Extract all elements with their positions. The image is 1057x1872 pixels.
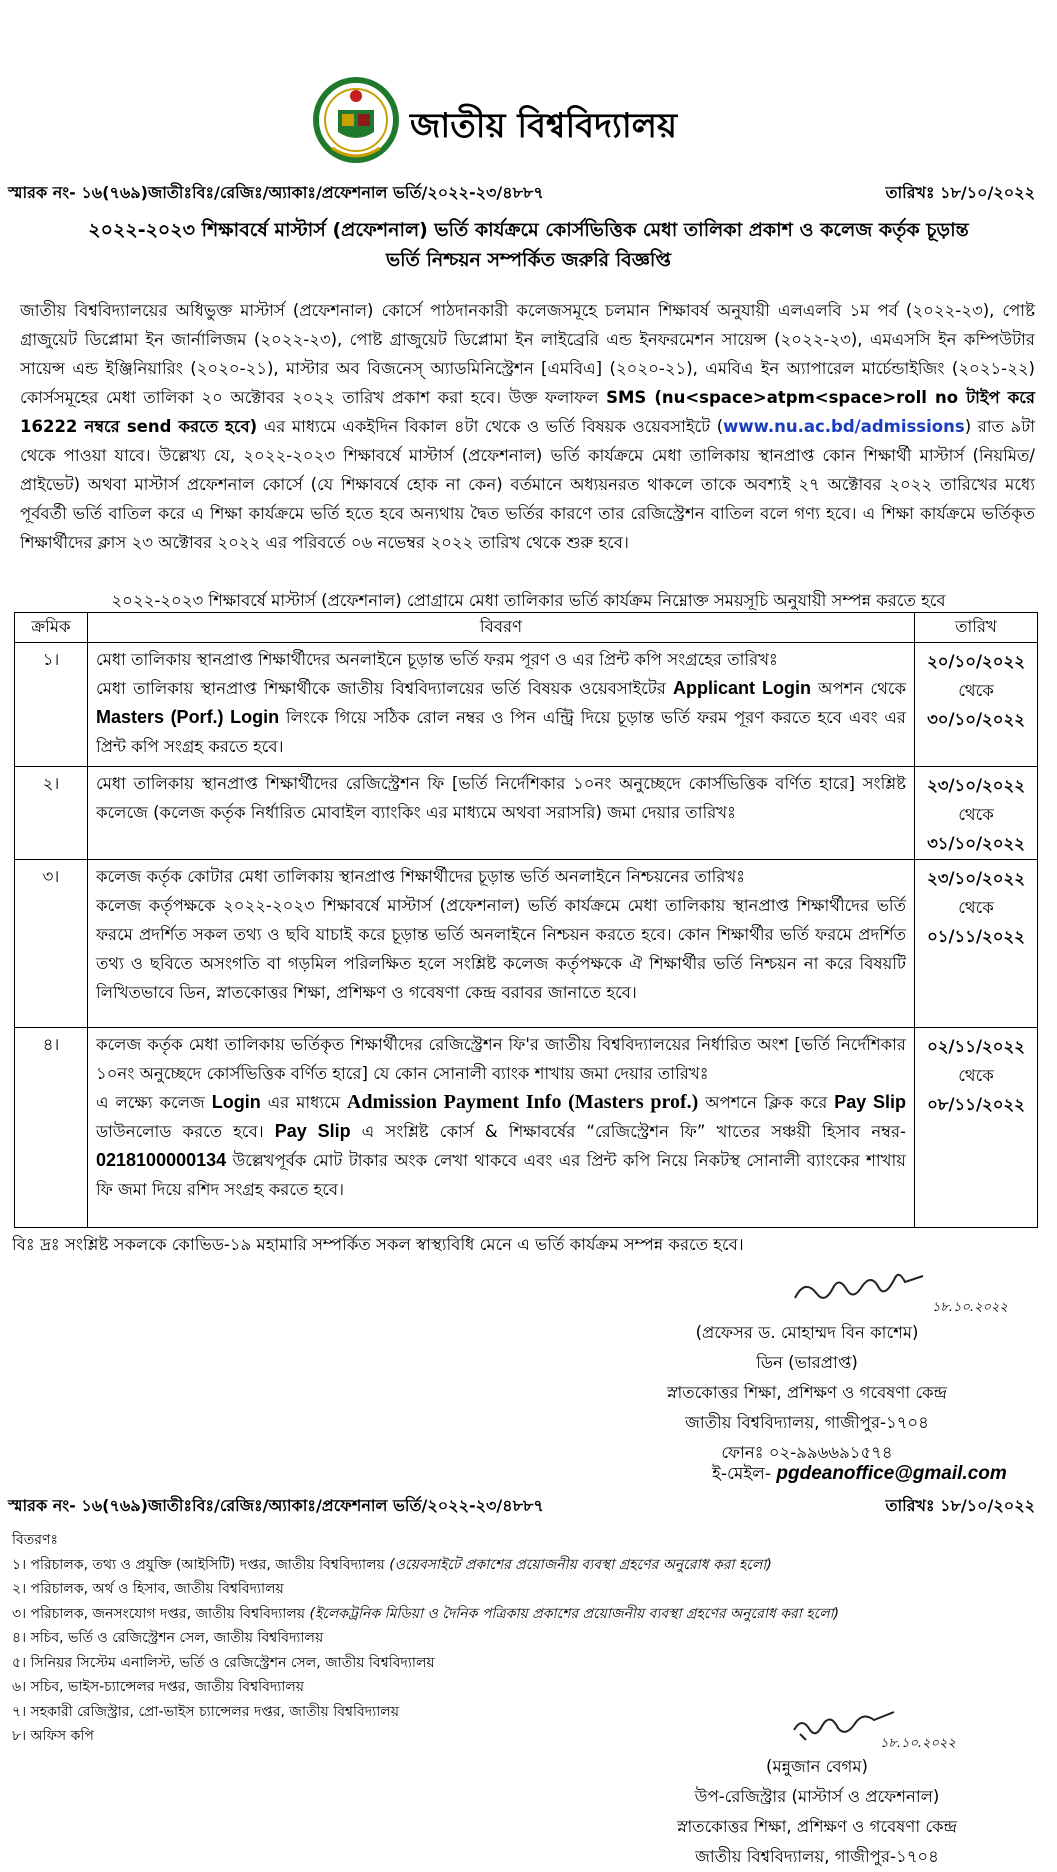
list-item: ১। পরিচালক, তথ্য ও প্রযুক্তি (আইসিটি) দপ্তর, জাতীয় বিশ্ববিদ্যালয় (ওয়েবসাইটে প্রকাশের প্রয়োজনীয় ব্যবস্থা গ্রহণের অনুরোধ করা হলো) [12,1556,772,1573]
row-description [88,1028,915,1228]
list-item: ৫। সিনিয়র সিস্টেম এনালিস্ট, ভর্তি ও রেজিস্ট্রেশন সেল, জাতীয় বিশ্ববিদ্যালয় [12,1654,435,1671]
distribution-heading: বিতরণঃ [12,1532,58,1548]
header-serial: ক্রমিক [15,613,88,643]
admission-website-link[interactable]: www.nu.ac.bd/admissions [723,417,965,436]
signature-2-date: ১৮.১০.২০২২ [880,1736,956,1751]
notice-title [20,215,1037,275]
row-title: কলেজ কর্তৃক মেধা তালিকায় ভর্তিকৃত শিক্ষার্থীদের রেজিস্ট্রেশন ফি'র জাতীয় বিশ্ববিদ্যালয়ের নির্ধারিত অংশ [ভর্তি নির্দেশিকার ১০নং অনুচ্ছেদে কোর্সভিত্তিক বর্ণিত হারে] যে কোন সোনালী ব্যাংক শাখায় জমা দেয়ার তারিখঃ [96,1035,906,1083]
row-title: মেধা তালিকায় স্থানপ্রাপ্ত শিক্ষার্থীদের অনলাইনে চূড়ান্ত ভর্তি ফরম পূরণ ও এর প্রিন্ট কপি সংগ্রহের তারিখঃ [96,650,778,669]
list-item: ৩। পরিচালক, জনসংযোগ দপ্তর, জাতীয় বিশ্ববিদ্যালয় (ইলেকট্রনিক মিডিয়া ও দৈনিক পত্রিকায় প্রকাশের প্রয়োজনীয় ব্যবস্থা গ্রহণের অনুরোধ করা হলো) [12,1605,840,1622]
row-description [88,860,915,1028]
footer-memo-number: স্মারক নং- ১৬(৭৬৯)জাতীঃবিঃ/রেজিঃ/অ্যাকাঃ/প্রফেশনাল ভর্তি/২০২২-২৩/৪৮৮৭ [8,1496,544,1515]
distribution-list [12,1528,839,1749]
covid-note: বিঃ দ্রঃ সংশ্লিষ্ট সকলকে কোভিড-১৯ মহামারি সম্পর্কিত সকল স্বাস্থ্যবিধি মেনে এ ভর্তি কার্যক্রম সম্পন্ন করতে হবে। [12,1235,744,1254]
signatory-1-office: স্নাতকোত্তর শিক্ষা, প্রশিক্ষণ ও গবেষণা কেন্দ্র [667,1383,947,1402]
signatory-2-name: (মন্নুজান বেগম) [766,1757,868,1776]
body-text-1: জাতীয় বিশ্ববিদ্যালয়ের অধিভুক্ত মাস্টার্স (প্রফেশনাল) কোর্সে পাঠদানকারী কলেজসমূহে চলমান শিক্ষাবর্ষ অনুযায়ী এলএলবি ১ম পর্ব (২০২২-২৩), পোষ্ট গ্রাজুয়েট ডিপ্লোমা ইন জার্নালিজম (২০২২-২৩), পোষ্ট গ্রাজুয়েট ডিপ্লোমা ইন লাইব্রেরি এন্ড ইনফরমেশন সায়েন্স (২০২২-২৩), এমএসসি ইন কম্পিউটার সায়েন্স এন্ড ইঞ্জিনিয়ারিং (২০২০-২১), মাস্টার অব বিজনেস্ অ্যাডমিনিস্ট্রেশন [এমবিএ] (২০২০-২১), এমবিএ ইন অ্যাপারেল মার্চেন্ডাইজিং (২০২১-২২) কোর্সসমূহের মেধা তালিকা ২০ অক্টোবর ২০২২ তারিখ প্রকাশ করা হবে। উক্ত ফলাফল [20,301,1035,407]
row-serial: ১। [15,643,88,767]
table-row [15,767,1038,860]
row-serial: ৪। [15,1028,88,1228]
list-item: ২। পরিচালক, অর্থ ও হিসাব, জাতীয় বিশ্ববিদ্যালয় [12,1581,284,1597]
signatory-2-address: জাতীয় বিশ্ববিদ্যালয়, গাজীপুর-১৭০৪ [695,1847,939,1866]
signatory-1-block [597,1318,1017,1468]
notice-title-line1: ২০২২-২০২৩ শিক্ষাবর্ষে মাস্টার্স (প্রফেশনাল) ভর্তি কার্যক্রমে কোর্সভিত্তিক মেধা তালিকা প্রকাশ ও কলেজ কর্তৃক চূড়ান্ত [88,219,969,241]
row-serial: ৩। [15,860,88,1028]
signatory-1-address: জাতীয় বিশ্ববিদ্যালয়, গাজীপুর-১৭০৪ [685,1413,929,1432]
footer-memo-date: তারিখঃ ১৮/১০/২০২২ [885,1496,1035,1515]
signatory-1-designation: ডিন (ভারপ্রাপ্ত) [756,1353,858,1372]
memo-date: তারিখঃ ১৮/১০/২০২২ [885,183,1035,202]
row-description [88,643,915,767]
signatory-2-designation: উপ-রেজিস্ট্রার (মাস্টার্স ও প্রফেশনাল) [694,1787,940,1806]
row-date: ২৩/১০/২০২২ থেকে ০১/১১/২০২২ [915,860,1038,1028]
university-logo [312,70,400,172]
memo-number: স্মারক নং- ১৬(৭৬৯)জাতীঃবিঃ/রেজিঃ/অ্যাকাঃ/প্রফেশনাল ভর্তি/২০২২-২৩/৪৮৮৭ [8,183,544,202]
signatory-1-email: ই-মেইল- pgdeanoffice@gmail.com [712,1463,1007,1484]
row-serial: ২। [15,767,88,860]
notice-title-line2: ভর্তি নিশ্চয়ন সম্পর্কিত জরুরি বিজ্ঞপ্তি [386,249,671,271]
list-item: ৭। সহকারী রেজিস্ট্রার, প্রো-ভাইস চ্যান্সেলর দপ্তর, জাতীয় বিশ্ববিদ্যালয় [12,1703,399,1720]
table-row [15,860,1038,1028]
list-item: ৪। সচিব, ভর্তি ও রেজিস্ট্রেশন সেল, জাতীয় বিশ্ববিদ্যালয় [12,1630,324,1646]
table-header-row [15,613,1038,643]
table-row [15,643,1038,767]
list-item: ৬। সচিব, ভাইস-চ্যান্সেলর দপ্তর, জাতীয় বিশ্ববিদ্যালয় [12,1679,305,1695]
row-detail: কলেজ কর্তৃপক্ষকে ২০২২-২০২৩ শিক্ষাবর্ষে মাস্টার্স (প্রফেশনাল) ভর্তি কার্যক্রমে মেধা তালিকায় স্থানপ্রাপ্ত শিক্ষার্থীদের ভর্তি ফরমে প্রদর্শিত সকল তথ্য ও ছবি যাচাই করে চূড়ান্ত ভর্তি অনলাইনে নিশ্চয়ন করতে হবে। কোন শিক্ষার্থীর ভর্তি ফরমে প্রদর্শিত তথ্য ও ছবিতে অসংগতি বা গড়মিল পরিলক্ষিত হলে সংশ্লিষ্ট কলেজ কর্তৃপক্ষকে ঐ শিক্ষার্থীর ভর্তি নিশ্চয়ন না করে বিষয়টি লিখিতভাবে ডিন, স্নাতকোত্তর শিক্ষা, প্রশিক্ষণ ও গবেষণা কেন্দ্র বরাবর জানাতে হবে। [96,896,906,1002]
signatory-2-block [597,1752,1037,1872]
row-date: ০২/১১/২০২২ থেকে ০৮/১১/২০২২ [915,1028,1038,1228]
row-title: কলেজ কর্তৃক কোটার মেধা তালিকায় স্থানপ্রাপ্ত শিক্ষার্থীদের চূড়ান্ত ভর্তি অনলাইনে নিশ্চয়নের তারিখঃ [96,867,746,886]
email-address[interactable]: pgdeanoffice@gmail.com [776,1463,1007,1484]
schedule-heading: ২০২২-২০২৩ শিক্ষাবর্ষে মাস্টার্স (প্রফেশনাল) প্রোগ্রামে মেধা তালিকার ভর্তি কার্যক্রম নিম্নোক্ত সময়সূচি অনুযায়ী সম্পন্ন করতে হবে [111,591,946,610]
notice-body [20,296,1035,557]
signatory-1-name: (প্রফেসর ড. মোহাম্মদ বিন কাশেম) [695,1323,919,1342]
applicant-login-text: Applicant Login [673,678,811,698]
savings-account-number: 0218100000134 [96,1150,227,1170]
signature-1 [790,1268,930,1312]
masters-login-text: Masters (Porf.) Login [96,707,280,727]
header-date: তারিখ [915,613,1038,643]
row-date: ২০/১০/২০২২ থেকে ৩০/১০/২০২২ [915,643,1038,767]
row-date: ২৩/১০/২০২২ থেকে ৩১/১০/২০২২ [915,767,1038,860]
sms-instruction: SMS (nu<space>atpm<space>roll no টাইপ করে 16222 নম্বরে send করতে হবে) [20,388,1035,436]
schedule-table [14,612,1038,1228]
row-description: মেধা তালিকায় স্থানপ্রাপ্ত শিক্ষার্থীদের রেজিস্ট্রেশন ফি [ভর্তি নির্দেশিকার ১০নং অনুচ্ছেদে কোর্সভিত্তিক বর্ণিত হারে] সংশ্লিষ্ট কলেজে (কলেজ কর্তৃক নির্ধারিত মোবাইল ব্যাংকিং এর মাধ্যমে অথবা সরাসরি) জমা দেয়ার তারিখঃ [88,767,915,860]
row-detail: এ লক্ষ্যে কলেজ Login এর মাধ্যমে Admission Payment Info (Masters prof.) অপশনে ক্লিক করে Pay Slip ডাউনলোড করতে হবে। Pay Slip এ সংশ্লিষ্ট কোর্স & শিক্ষাবর্ষের “রেজিস্ট্রেশন ফি” খাতের সঞ্চয়ী হিসাব নম্বর- 0218100000134 উল্লেখপূর্বক মোট টাকার অংক লেখা থাকবে এবং এর প্রিন্ট কপি নিয়ে নিকটস্থ সোনালী ব্যাংকের শাখায় ফি জমা দিয়ে রশিদ সংগ্রহ করতে হবে। [96,1091,907,1199]
signatory-1-phone: ফোনঃ ০২-৯৯৬৬৯১৫৭৪ [721,1443,893,1462]
signature-1-date: ১৮.১০.২০২২ [932,1300,1008,1315]
header-description: বিবরণ [88,613,915,643]
body-text-3: ) রাত ৯টা থেকে পাওয়া যাবে। উল্লেখ্য যে, ২০২২-২০২৩ শিক্ষাবর্ষে মাস্টার্স (প্রফেশনাল) ভর্তি কার্যক্রমে মেধা তালিকায় স্থানপ্রাপ্ত কোন শিক্ষার্থী মাস্টার্স (নিয়মিত/প্রাইভেট) অথবা মাস্টার্স প্রফেশনাল কোর্সে (যে শিক্ষাবর্ষে হোক না কেন) বর্তমানে অধ্যয়নরত থাকলে তাকে অবশ্যই ২৭ অক্টোবর ২০২২ তারিখের মধ্যে পূর্ববর্তী ভর্তি বাতিল করে এ শিক্ষা কার্যক্রমে ভর্তি হতে হবে অন্যথায় দ্বৈত ভর্তির কারণে তার রেজিস্ট্রেশন বাতিল বলে গণ্য হবে। এ শিক্ষা কার্যক্রমে ভর্তিকৃত শিক্ষার্থীদের ক্লাস ২৩ অক্টোবর ২০২২ এর পরিবর্তে ০৬ নভেম্বর ২০২২ তারিখ থেকে শুরু হবে। [20,417,1035,552]
university-name: জাতীয় বিশ্ববিদ্যালয় [410,106,678,146]
list-item: ৮। অফিস কপি [12,1728,94,1744]
signatory-2-office: স্নাতকোত্তর শিক্ষা, প্রশিক্ষণ ও গবেষণা কেন্দ্র [677,1817,957,1836]
row-detail: মেধা তালিকায় স্থানপ্রাপ্ত শিক্ষার্থীকে জাতীয় বিশ্ববিদ্যালয়ের ভর্তি বিষয়ক ওয়েবসাইটের Applicant Login অপশন থেকে Masters (Porf.) Login লিংকে গিয়ে সঠিক রোল নম্বর ও পিন এন্ট্রি দিয়ে চূড়ান্ত ভর্তি ফরম পূরণ করতে হবে এবং এর প্রিন্ট কপি সংগ্রহ করতে হবে। [96,678,907,756]
table-row [15,1028,1038,1228]
body-text-2: এর মাধ্যমে একইদিন বিকাল ৪টা থেকে ও ভর্তি বিষয়ক ওয়েবসাইটে ( [257,417,724,436]
